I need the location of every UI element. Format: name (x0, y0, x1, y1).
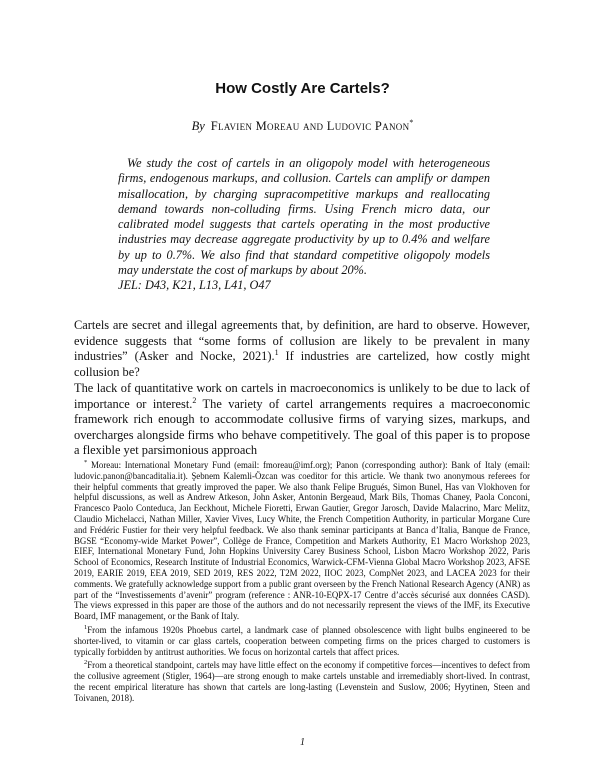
abstract (118, 156, 490, 294)
footnote-1-mark: 1 (84, 623, 88, 631)
footnote-author-text: Moreau: International Monetary Fund (email: fmoreau@imf.org); Panon (corresponding author): Bank of Italy (email: ludovic.panon@bancaditalia.it). Şebnem Kalemli-Özcan was coeditor for this article. We thank two anonymous referees for their helpful comments that greatly improved the paper. We also thank Felipe Brugués, Simon Bunel, Has van Vlokhoven for helpful discussions, as well as Andrew Atkeson, John Asker, Antonin Bergeaud, Mark Bils, Thomas Chaney, Paola Conconi, Francesco Paolo Conteduca, Jan Eeckhout, Michele Fioretti, Erwan Gautier, Gregor Jarosch, Davide Malacrino, Marc Melitz, Claudio Michelacci, Nathan Miller, Xavier Vives, Lucy White, the French Competition Authority, in particular Morgane Cure and Frédéric Fustier for their very helpful feedback. We also thank seminar participants at Banca d’Italia, Banque de France, BGSE “Economy-wide Market Power”, Collège de France, Competition and Markets Authority, E1 Macro Workshop 2023, EIEF, International Monetary Fund, John Hopkins University Carey Business School, Lisbon Macro Workshop 2022, Paris School of Economics, Research Institute of Industrial Economics, Warwick-CFM-Vienna Global Macro Workshop 2023, AFSE 2019, EARIE 2019, EEA 2019, SED 2019, RES 2022, T2M 2022, IIOC 2023, CompNet 2023, and LACEA 2023 for their comments. We gratefully acknowledge support from a public grant overseen by the French National Research Agency (ANR) as part of the “Investissements d’avenir” program (reference : ANR-10-EQPX-17 Centre d’accès sécurisé aux données CASD). The views expressed in this paper are those of the authors and do not necessarily represent the views of the IMF, its Executive Board, IMF management, or the Bank of Italy. (74, 460, 530, 622)
footnote-author-mark: * (84, 459, 88, 467)
footnote-ref-2: 2 (192, 395, 197, 405)
footnote-author (74, 460, 530, 622)
body-paragraph-1 (74, 318, 530, 380)
author-line (0, 118, 605, 134)
footnote-2-mark: 2 (84, 659, 88, 667)
paper-title: How Costly Are Cartels? (215, 80, 390, 97)
body-p1-text-a: Cartels are secret and illegal agreements that, by definition, are hard to observe. However, evidence suggests that “some forms of collusion are likely to be prevalent in many industries” (Asker and Nocke, 2021). (74, 318, 530, 363)
footnote-2-text: From a theoretical standpoint, cartels may have little effect on the economy if competitive forces—incentives to defect from the collusive agreement (Stigler, 1964)—are strong enough to make cartels unstable and irremediably short-lived. In contrast, the recent empirical literature has shown that cartels are long-lasting (Levenstein and Suslow, 2006; Hyytinen, Steen and Toivanen, 2018). (74, 660, 530, 703)
body-text (74, 318, 530, 459)
author-footnote-mark: * (409, 118, 414, 127)
footnotes (74, 460, 530, 707)
body-paragraph-2 (74, 381, 530, 459)
body-p2-text-b: The variety of cartel arrangements requires a macroeconomic framework rich enough to accommodate collusive firms of varying sizes, markups, and overcharges alongside firms who behave competitively. The goal of this paper is to propose a flexible yet parsimonious approach (74, 396, 530, 457)
abstract-text: We study the cost of cartels in an oligopoly model with heterogeneous firms, endogenous markups, and collusion. Cartels can amplify or dampen misallocation, by charging supracompetitive markups and reallocating demand towards non-colluding firms. Using French micro data, our calibrated model suggests that cartels operating in the most productive industries may decrease aggregate productivity by up to 0.4% and welfare by up to 0.7%. We also find that standard competitive oligopoly models may understate the cost of markups by about 20%. (118, 156, 490, 278)
page-number: 1 (300, 737, 305, 748)
footnote-1-text: From the infamous 1920s Phoebus cartel, a landmark case of planned obsolescence with light bulbs engineered to be shorter-lived, to vitamin or car glass cartels, cooperation between competing firms on the prices charged to customers is typically forbidden by antitrust authorities. We focus on horizontal cartels that affect prices. (74, 624, 530, 657)
body-p1-text-b: If industries are cartelized, how costly might collusion be? (74, 349, 530, 379)
jel-codes: JEL: D43, K21, L13, L41, O47 (118, 278, 271, 293)
footnote-1 (74, 625, 530, 657)
author-by: By (191, 119, 205, 134)
footnote-ref-1: 1 (274, 347, 279, 357)
body-p2-text-a: The lack of quantitative work on cartels in macroeconomics is unlikely to be due to lack of importance or interest. (74, 381, 530, 411)
author-names: Flavien Moreau and Ludovic Panon (210, 119, 410, 134)
footnote-2 (74, 660, 530, 703)
